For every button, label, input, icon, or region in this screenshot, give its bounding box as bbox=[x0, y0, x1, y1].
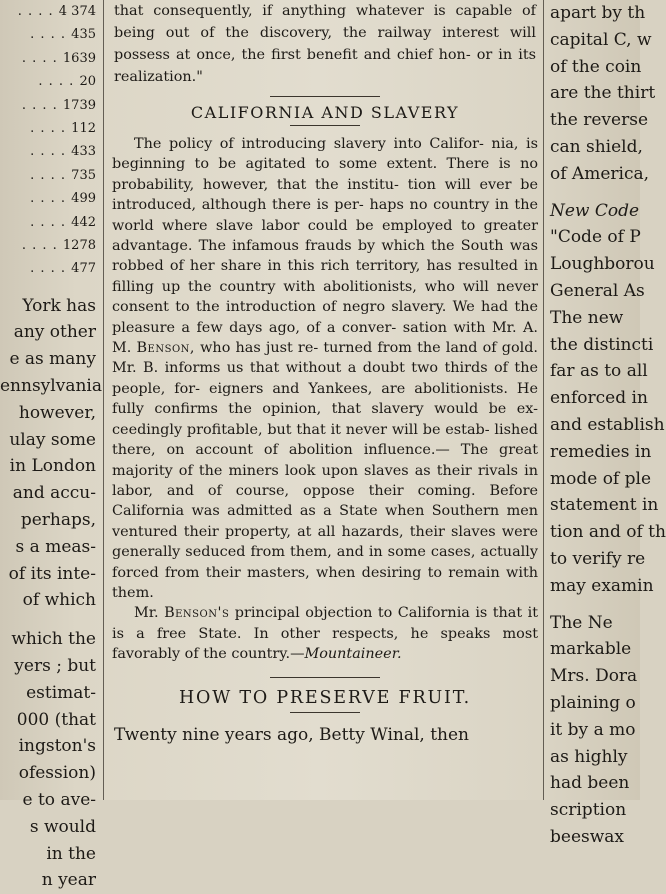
text-line: ingston's bbox=[18, 736, 96, 757]
text-line: "Code of P bbox=[550, 227, 641, 248]
preceding-article-end: that consequently, if anything whatever is capable of being out of the discovery, the railway interest will possess at once, the first benefit and chief hon- or in its realization." bbox=[114, 3, 536, 85]
column-rule-left bbox=[103, 0, 104, 800]
text-line: beeswax bbox=[550, 826, 625, 847]
text-line: The Ne bbox=[550, 612, 613, 633]
number-row bbox=[0, 23, 100, 46]
text-line: of the coin bbox=[550, 56, 642, 77]
text-line: as highly bbox=[550, 746, 628, 767]
article-first-line-fruit: Twenty nine years ago, Betty Winal, then bbox=[114, 724, 469, 745]
text-line: Mrs. Dora bbox=[550, 666, 638, 687]
leader-dots: . . . . bbox=[30, 27, 72, 43]
number-value: 112 bbox=[71, 120, 96, 136]
number-value: 499 bbox=[71, 191, 96, 207]
right-italic-heading: New Code bbox=[550, 200, 640, 221]
text-line: of its inte- bbox=[8, 563, 96, 584]
number-value: 4 374 bbox=[58, 4, 96, 19]
text-line: ennsylvania bbox=[0, 376, 102, 397]
leader-dots: . . . . bbox=[30, 261, 72, 277]
number-row bbox=[0, 187, 100, 210]
leader-dots: . . . . bbox=[30, 144, 72, 160]
text-line: far as to all bbox=[550, 361, 648, 382]
text-line: The new bbox=[550, 307, 624, 328]
text-line: may examin bbox=[550, 575, 654, 596]
text-line: General As bbox=[550, 280, 645, 301]
text-line: of America, bbox=[550, 163, 650, 184]
text-line: 000 (that bbox=[16, 709, 96, 730]
text-line: ulay some bbox=[9, 429, 96, 450]
number-row bbox=[0, 257, 100, 280]
text-line: s would bbox=[29, 816, 96, 837]
paragraph-text: The policy of introducing slavery into Califor- nia, is beginning to be agitated to some extent. There is no probability, however, that the institu- tion will ever be introduced, although there is per- haps no country in the world where slave labor could be employed to greater advantage. The infamous frauds by which the South was robbed of her share in this rich territory, has resulted in filling up the country with abolitionists, who will never consent to the introduction of negro slavery. We had the pleasure a few days ago, of a conver- sation with Mr. A. M. bbox=[112, 136, 538, 357]
text-line: York has bbox=[22, 295, 96, 316]
leader-dots: . . . . bbox=[30, 191, 72, 207]
text-line: apart by th bbox=[550, 3, 646, 23]
number-row bbox=[0, 94, 100, 117]
leader-dots: . . . . bbox=[30, 214, 72, 230]
number-value: 1739 bbox=[62, 97, 96, 113]
text-line: are the thirt bbox=[550, 83, 656, 104]
number-value: 20 bbox=[79, 74, 96, 90]
text-line: estimat- bbox=[26, 682, 96, 703]
text-line: can shield, bbox=[550, 136, 643, 157]
text-line: remedies in bbox=[550, 441, 652, 462]
text-line: in the bbox=[46, 843, 96, 864]
person-name: Benson, bbox=[136, 340, 195, 357]
leader-dots: . . . . bbox=[17, 4, 59, 19]
text-line: enforced in bbox=[550, 388, 648, 409]
leader-dots: . . . . bbox=[21, 237, 63, 253]
number-row bbox=[0, 47, 100, 70]
text-line: any other bbox=[13, 322, 96, 343]
text-line: the reverse bbox=[550, 110, 649, 131]
left-column bbox=[0, 0, 102, 891]
paragraph-text: principal objection to California is that it is a free State. In other respects, he speaks most favorably of the country.— bbox=[112, 605, 538, 663]
number-row bbox=[0, 70, 100, 93]
leader-dots: . . . . bbox=[30, 120, 72, 136]
article-paragraph-1 bbox=[112, 134, 538, 603]
right-text-c bbox=[546, 610, 640, 851]
text-line: mode of ple bbox=[550, 468, 652, 489]
number-row bbox=[0, 164, 100, 187]
text-line: ofession) bbox=[18, 763, 96, 784]
text-line: n year bbox=[41, 870, 96, 891]
paragraph-text: Mr. bbox=[134, 605, 165, 622]
paragraph-text: who has just re- turned from the land of gold. Mr. B. informs us that without a doubt two thirds of the people, for- eigners and Yankees, are abolitionists. He fully confirms the opinion, that slavery would be ex- ceedingly profitable, but that it never will be estab- lished there, on account of abolition influence.— The great majority of the miners look upon slaves as their rivals in labor, and of course, oppose their coming. Before California was admitted as a State when Southern men ventured their property, at all hazards, their slaves were generally seduced from them, and in some cases, actually forced from their masters, when desiring to remain with them. bbox=[112, 340, 539, 601]
text-line: yers ; but bbox=[14, 656, 96, 677]
number-value: 433 bbox=[71, 144, 96, 160]
number-row bbox=[0, 211, 100, 234]
main-column bbox=[108, 0, 542, 800]
text-line: in London bbox=[9, 456, 96, 477]
text-line: to verify re bbox=[550, 548, 646, 569]
section-divider bbox=[270, 96, 380, 97]
text-line: and accu- bbox=[12, 483, 96, 504]
text-line: tion and of th bbox=[550, 522, 666, 543]
right-text-b bbox=[546, 224, 666, 599]
text-line: markable bbox=[550, 639, 632, 660]
text-line: capital C, w bbox=[550, 29, 652, 50]
number-row bbox=[0, 140, 100, 163]
article-body-california bbox=[112, 134, 538, 665]
text-line: Loughborou bbox=[550, 254, 655, 275]
text-line: it by a mo bbox=[550, 719, 636, 740]
number-value: 1278 bbox=[62, 237, 96, 253]
number-value: 435 bbox=[71, 27, 96, 43]
text-line: e to ave- bbox=[22, 790, 96, 811]
number-value: 735 bbox=[71, 167, 96, 183]
right-text-a bbox=[546, 0, 656, 188]
text-line: plaining o bbox=[550, 692, 636, 713]
text-line: had been bbox=[550, 773, 630, 794]
number-value: 442 bbox=[71, 214, 96, 230]
text-line: which the bbox=[11, 629, 96, 650]
text-line: e as many bbox=[9, 349, 96, 370]
text-line: s a meas- bbox=[15, 536, 96, 557]
article-headline-fruit: HOW TO PRESERVE FRUIT. bbox=[179, 687, 471, 708]
headline-underline bbox=[290, 125, 360, 126]
right-column bbox=[546, 0, 666, 847]
number-list bbox=[0, 0, 100, 281]
section-divider-2 bbox=[270, 677, 380, 678]
article-headline-california: CALIFORNIA AND SLAVERY bbox=[190, 103, 460, 122]
leader-dots: . . . . bbox=[21, 97, 63, 113]
number-value: 1639 bbox=[62, 50, 96, 66]
text-line: perhaps, bbox=[20, 510, 96, 531]
column-rule-right bbox=[543, 0, 544, 800]
text-line: however, bbox=[18, 402, 96, 423]
number-row bbox=[0, 234, 100, 257]
person-name: Benson's bbox=[164, 605, 230, 622]
number-value: 477 bbox=[71, 261, 96, 277]
text-line: scription bbox=[550, 800, 627, 821]
left-text-b bbox=[0, 626, 100, 894]
text-line: and establish bbox=[550, 414, 665, 435]
number-row bbox=[0, 117, 100, 140]
left-text-a bbox=[0, 293, 100, 615]
text-line: of which bbox=[22, 590, 96, 611]
text-line: the distincti bbox=[550, 334, 654, 355]
leader-dots: . . . . bbox=[21, 50, 63, 66]
number-row bbox=[0, 0, 100, 23]
leader-dots: . . . . bbox=[38, 74, 80, 90]
article-paragraph-2 bbox=[112, 603, 538, 664]
source-signature: Mountaineer. bbox=[304, 646, 402, 663]
headline-underline-2 bbox=[290, 712, 360, 713]
text-line: statement in bbox=[550, 495, 659, 516]
leader-dots: . . . . bbox=[30, 167, 72, 183]
